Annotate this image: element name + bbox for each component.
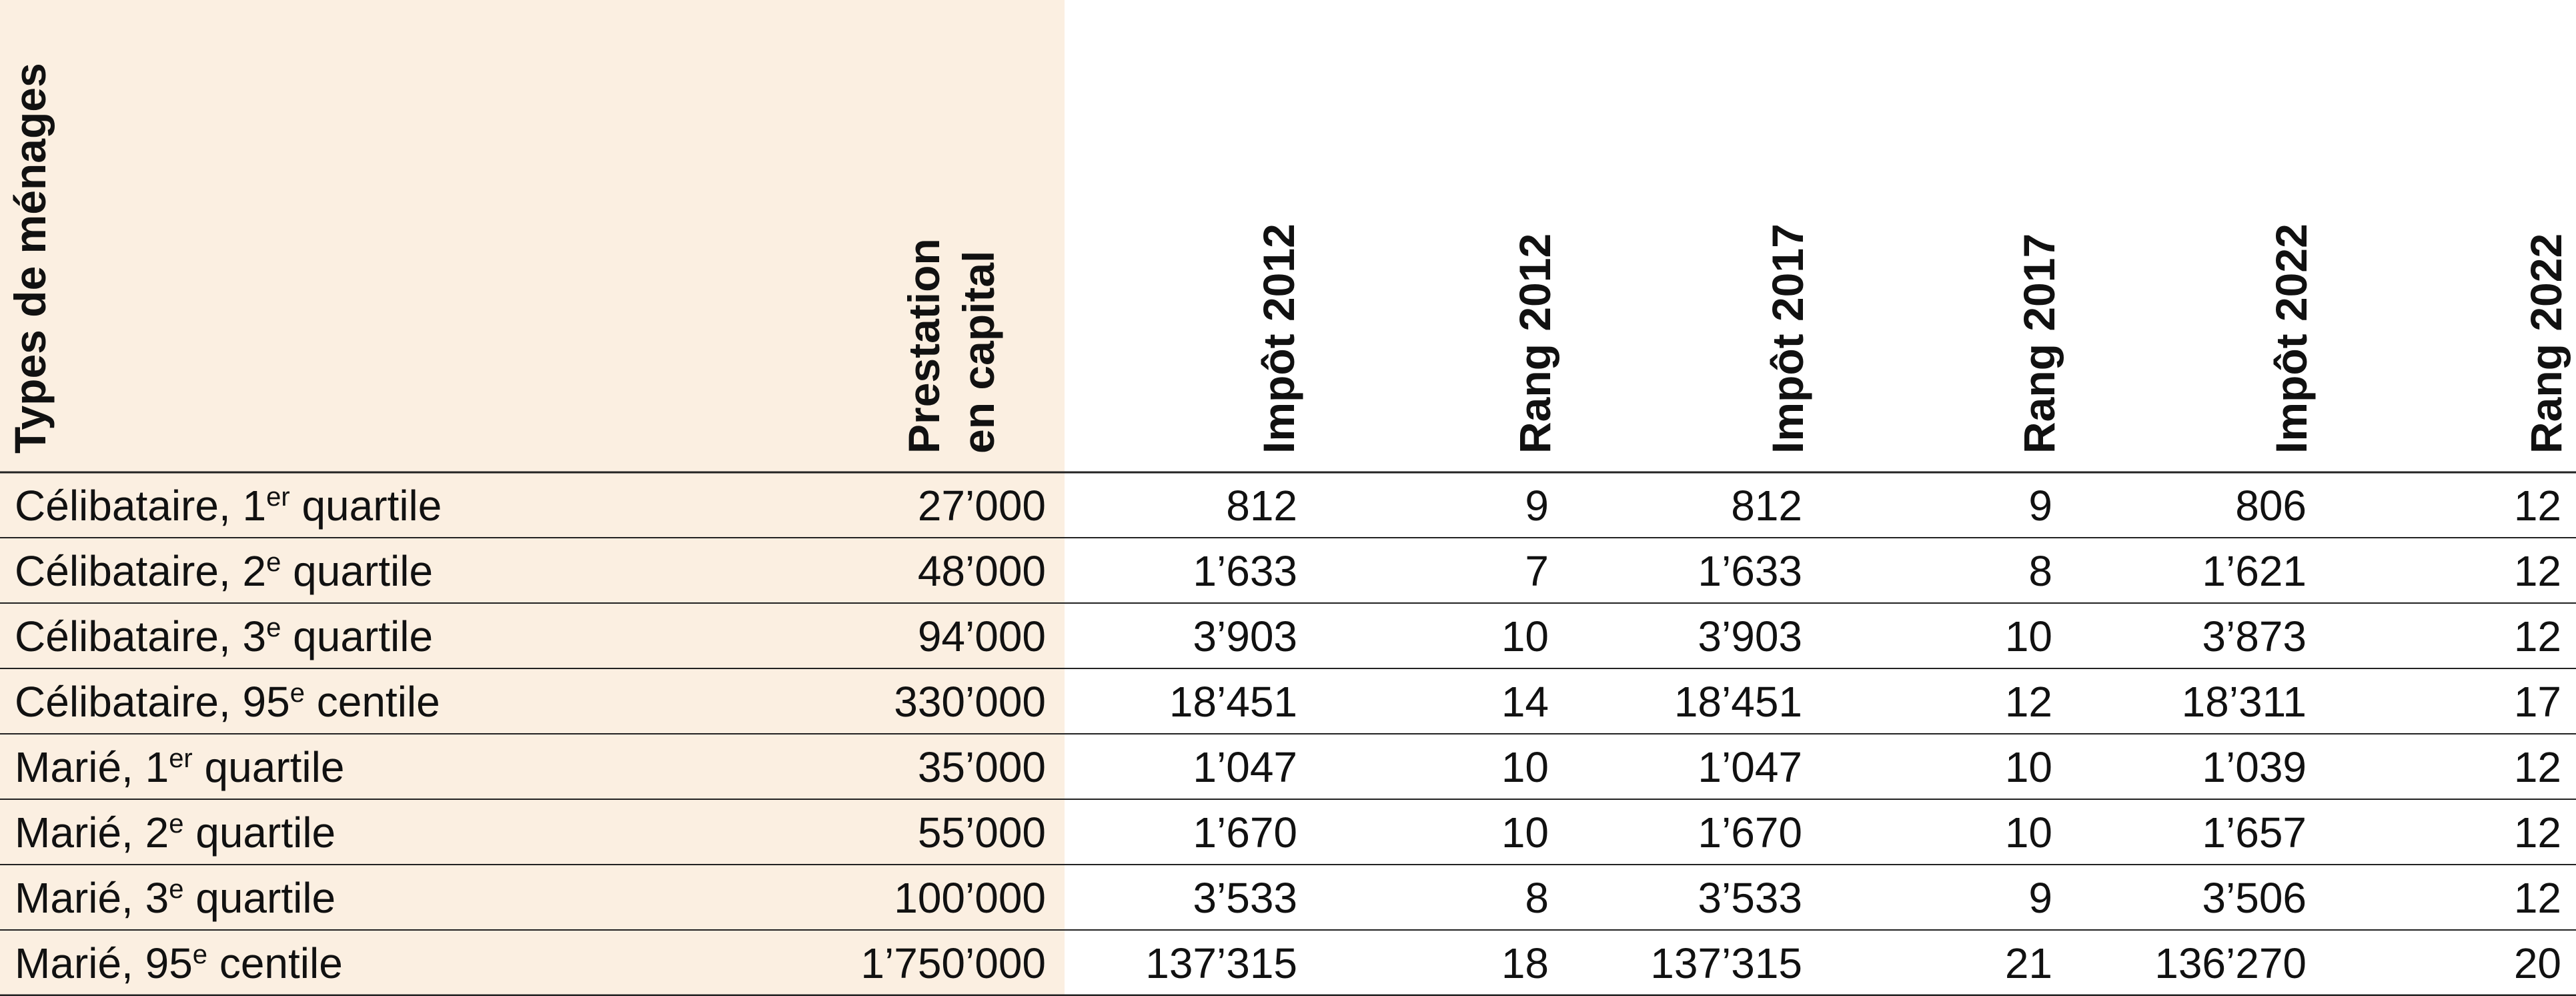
cell-rang2022: 12 [2513, 482, 2561, 530]
column-header-prestation: Prestation [899, 238, 948, 454]
cell-impot2017: 18’451 [1674, 678, 1802, 726]
column-header-impot2022: Impôt 2022 [2267, 223, 2316, 454]
column-header-impot2012: Impôt 2012 [1254, 223, 1303, 454]
cell-prestation: 94’000 [917, 612, 1046, 660]
cell-rang2012: 10 [1501, 612, 1549, 660]
cell-rang2022: 12 [2513, 874, 2561, 922]
cell-rang2022: 12 [2513, 547, 2561, 595]
cell-impot2017: 1’047 [1698, 743, 1802, 791]
row-label-main: Marié, 2 [15, 809, 169, 857]
cell-rang2012: 7 [1525, 547, 1549, 595]
cell-impot2017: 1’633 [1698, 547, 1802, 595]
column-header-menage: Types de ménages [5, 63, 55, 454]
cell-impot2017: 137’315 [1650, 939, 1802, 987]
cell-rang2017: 9 [2028, 482, 2052, 530]
cell-impot2017: 3’533 [1698, 874, 1802, 922]
row-label-main: Célibataire, 95 [15, 678, 290, 726]
cell-rang2022: 12 [2513, 612, 2561, 660]
row-label-superscript: e [169, 875, 184, 904]
cell-prestation: 27’000 [917, 482, 1046, 530]
cell-prestation: 100’000 [894, 874, 1046, 922]
cell-impot2017: 3’903 [1698, 612, 1802, 660]
column-header-prestation: en capital [954, 250, 1003, 454]
cell-impot2012: 3’903 [1193, 612, 1297, 660]
row-label-suffix: quartile [192, 743, 345, 791]
row-label-suffix: centile [207, 939, 343, 987]
cell-rang2022: 12 [2513, 743, 2561, 791]
row-label-superscript: e [266, 613, 281, 642]
cell-rang2017: 21 [2004, 939, 2052, 987]
cell-impot2012: 137’315 [1145, 939, 1297, 987]
cell-impot2022: 1’657 [2202, 809, 2307, 857]
cell-impot2012: 1’047 [1193, 743, 1297, 791]
row-label-suffix: quartile [183, 874, 336, 922]
column-header-rang2017: Rang 2017 [2014, 233, 2064, 454]
cell-impot2022: 3’506 [2202, 874, 2307, 922]
row-label-superscript: e [289, 678, 305, 708]
row-label-suffix: quartile [281, 612, 434, 660]
column-header-rang2022: Rang 2022 [2521, 233, 2571, 454]
row-label [15, 482, 442, 530]
cell-rang2022: 20 [2513, 939, 2561, 987]
cell-impot2012: 812 [1226, 482, 1297, 530]
cell-rang2017: 10 [2004, 809, 2052, 857]
cell-rang2017: 12 [2004, 678, 2052, 726]
cell-prestation: 35’000 [917, 743, 1046, 791]
row-label-suffix: quartile [289, 482, 442, 530]
cell-prestation: 48’000 [917, 547, 1046, 595]
cell-impot2022: 136’270 [2154, 939, 2307, 987]
cell-impot2022: 1’621 [2202, 547, 2307, 595]
cell-rang2012: 10 [1501, 809, 1549, 857]
cell-impot2017: 1’670 [1698, 809, 1802, 857]
row-label [15, 547, 433, 595]
column-header-impot2017: Impôt 2017 [1763, 223, 1812, 454]
row-label-suffix: quartile [281, 547, 434, 595]
row-label-main: Célibataire, 2 [15, 547, 267, 595]
row-label-superscript: er [169, 744, 193, 773]
row-label [15, 678, 440, 726]
cell-rang2017: 10 [2004, 612, 2052, 660]
cell-impot2012: 18’451 [1169, 678, 1297, 726]
cell-rang2012: 8 [1525, 874, 1549, 922]
row-label-main: Marié, 1 [15, 743, 169, 791]
cell-rang2012: 18 [1501, 939, 1549, 987]
cell-rang2022: 17 [2513, 678, 2561, 726]
row-label-superscript: e [169, 809, 184, 839]
cell-rang2017: 9 [2028, 874, 2052, 922]
cell-rang2012: 10 [1501, 743, 1549, 791]
cell-impot2012: 1’670 [1193, 809, 1297, 857]
row-label-suffix: centile [304, 678, 440, 726]
row-label-main: Marié, 3 [15, 874, 169, 922]
cell-rang2012: 14 [1501, 678, 1549, 726]
row-label [15, 612, 433, 660]
cell-rang2012: 9 [1525, 482, 1549, 530]
row-label-main: Marié, 95 [15, 939, 193, 987]
cell-prestation: 1’750’000 [860, 939, 1046, 987]
row-label-main: Célibataire, 3 [15, 612, 267, 660]
row-label-superscript: e [266, 548, 281, 577]
cell-impot2022: 1’039 [2202, 743, 2307, 791]
cell-impot2022: 806 [2235, 482, 2307, 530]
cell-prestation: 55’000 [917, 809, 1046, 857]
cell-prestation: 330’000 [894, 678, 1046, 726]
cell-rang2017: 10 [2004, 743, 2052, 791]
cell-impot2012: 1’633 [1193, 547, 1297, 595]
cell-rang2022: 12 [2513, 809, 2561, 857]
cell-impot2022: 3’873 [2202, 612, 2307, 660]
row-label-suffix: quartile [183, 809, 336, 857]
cell-impot2012: 3’533 [1193, 874, 1297, 922]
row-label-superscript: e [192, 940, 208, 969]
row-label [15, 939, 343, 987]
cell-impot2022: 18’311 [2181, 678, 2307, 726]
column-header-rang2012: Rang 2012 [1510, 233, 1559, 454]
cell-impot2017: 812 [1731, 482, 1802, 530]
cell-rang2017: 8 [2028, 547, 2052, 595]
row-label-superscript: er [266, 482, 290, 512]
row-label-main: Célibataire, 1 [15, 482, 267, 530]
